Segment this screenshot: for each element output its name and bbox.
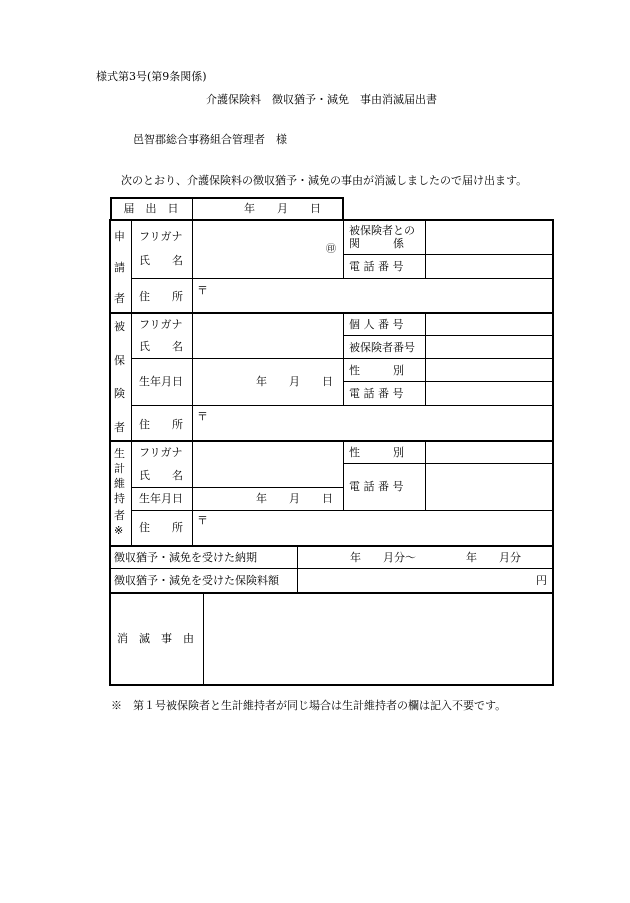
livelihood-side-1: 生 (114, 447, 125, 460)
livelihood-sex-label: 性 別 (349, 446, 404, 459)
applicant-name-field[interactable] (193, 220, 342, 277)
livelihood-furigana-label: フリガナ (139, 446, 183, 459)
insured-sex-field[interactable] (426, 359, 552, 380)
livelihood-address-label: 住 所 (139, 521, 183, 534)
livelihood-postal-mark: 〒 (197, 514, 208, 527)
premium-amount-label: 徴収猶予・減免を受けた保険料額 (114, 574, 279, 587)
applicant-address-field[interactable] (193, 279, 552, 311)
payment-period-to[interactable]: 年 月分 (466, 551, 521, 564)
livelihood-birthdate-label: 生年月日 (139, 492, 183, 505)
seal-mark: ㊞ (326, 244, 336, 255)
relation-label-2: 関 係 (349, 237, 404, 250)
livelihood-side-2: 計 (114, 462, 125, 475)
livelihood-side-5: 者 (114, 509, 125, 522)
insured-postal-mark: 〒 (197, 410, 208, 423)
livelihood-phone-field[interactable] (426, 464, 552, 509)
applicant-address-label: 住 所 (139, 290, 183, 303)
relation-field[interactable] (426, 220, 552, 253)
insured-furigana-label: フリガナ (139, 318, 183, 331)
footnote: ※ 第１号被保険者と生計維持者が同じ場合は生計維持者の欄は記入不要です。 (111, 699, 507, 712)
livelihood-side-6: ※ (114, 524, 124, 537)
premium-amount-unit: 円 (536, 574, 547, 587)
livelihood-address-field[interactable] (193, 511, 552, 544)
payment-period-from[interactable]: 年 月分～ (350, 551, 416, 564)
applicant-furigana-label: フリガナ (139, 230, 183, 243)
livelihood-name-label: 氏 名 (139, 469, 183, 482)
applicant-phone-label: 電 話 番 号 (349, 260, 404, 273)
applicant-side-2: 請 (114, 261, 125, 274)
livelihood-side-4: 持 (114, 492, 125, 505)
reason-label: 消 滅 事 由 (117, 632, 194, 645)
applicant-name-label: 氏 名 (139, 254, 183, 267)
recipient: 邑智郡総合事務組合管理者 様 (133, 133, 287, 146)
payment-period-label: 徴収猶予・減免を受けた納期 (114, 551, 257, 564)
filing-date-field[interactable]: 年 月 日 (244, 202, 321, 215)
insured-side-3: 険 (114, 387, 125, 400)
insured-side-2: 保 (114, 354, 125, 367)
individual-number-field[interactable] (426, 313, 552, 334)
filing-date-label: 届 出 日 (123, 202, 179, 215)
individual-number-label: 個 人 番 号 (349, 318, 404, 331)
insured-sex-label: 性 別 (349, 364, 404, 377)
livelihood-name-field[interactable] (193, 441, 342, 486)
form-title: 介護保険料 徴収猶予・減免 事由消滅届出書 (206, 93, 437, 106)
premium-amount-field[interactable] (298, 569, 534, 591)
applicant-phone-field[interactable] (426, 255, 552, 277)
livelihood-sex-field[interactable] (426, 441, 552, 462)
insured-birthdate-label: 生年月日 (139, 375, 183, 388)
livelihood-phone-label: 電 話 番 号 (349, 480, 404, 493)
relation-label-1: 被保険者との (349, 224, 415, 237)
insured-name-field[interactable] (193, 313, 342, 357)
insured-birthdate-field[interactable]: 年 月 日 (256, 375, 333, 388)
insured-phone-label: 電 話 番 号 (349, 387, 404, 400)
insured-side-4: 者 (114, 421, 125, 434)
livelihood-side-3: 維 (114, 477, 125, 490)
applicant-postal-mark: 〒 (197, 284, 208, 297)
insured-address-field[interactable] (193, 406, 552, 439)
applicant-side-3: 者 (114, 292, 125, 305)
reason-field[interactable] (204, 594, 552, 684)
livelihood-birthdate-field[interactable]: 年 月 日 (256, 492, 333, 505)
applicant-side-1: 申 (114, 230, 125, 243)
form-number: 様式第3号(第9条関係) (96, 70, 207, 83)
insured-name-label: 氏 名 (139, 340, 183, 353)
insured-number-field[interactable] (426, 336, 552, 357)
insured-number-label: 被保険者番号 (349, 341, 415, 354)
intro-text: 次のとおり、介護保険料の徴収猶予・減免の事由が消滅しましたので届け出ます。 (121, 174, 528, 187)
insured-phone-field[interactable] (426, 382, 552, 404)
insured-side-1: 被 (114, 320, 125, 333)
insured-address-label: 住 所 (139, 418, 183, 431)
